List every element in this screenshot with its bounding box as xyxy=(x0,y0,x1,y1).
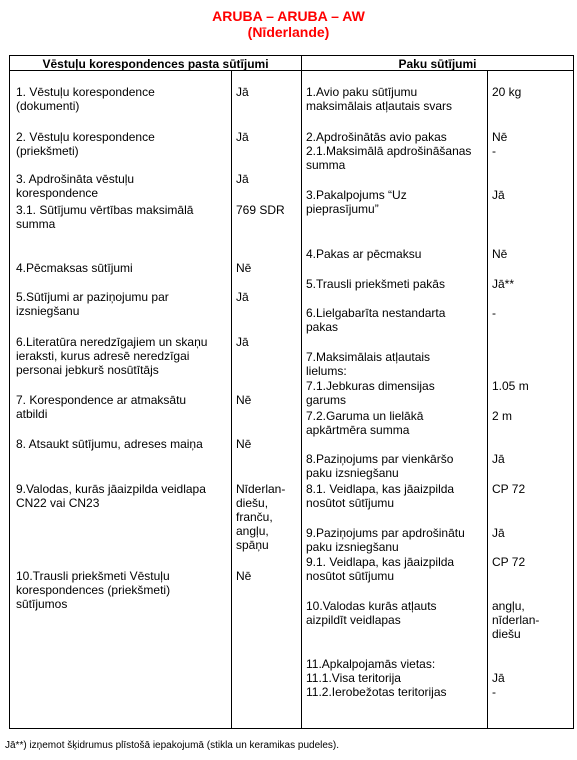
row-label: 5.Sūtījumi ar paziņojumu par izsniegšanu xyxy=(16,290,169,318)
row-value: Nē xyxy=(236,261,252,275)
letter-post-column xyxy=(10,71,302,729)
row-label: 8.Paziņojums par vienkāršo paku izsniegšanu xyxy=(306,452,454,480)
row-label: 8. Atsaukt sūtījumu, adreses maiņa xyxy=(16,437,203,451)
row-value: Jā xyxy=(236,172,249,186)
services-table xyxy=(9,55,574,729)
row-value: Jā xyxy=(492,526,505,540)
row-label: 7.1.Jebkuras dimensijas garums xyxy=(306,379,435,407)
row-value: Jā xyxy=(236,290,249,304)
row-value: 769 SDR xyxy=(236,203,285,217)
row-label: 6.Lielgabarīta nestandarta pakas xyxy=(306,306,446,334)
row-value: Nē xyxy=(236,437,252,451)
row-label: 7.2.Garuma un lielākā apkārtmēra summa xyxy=(306,409,424,437)
page-subtitle: (Nīderlande) xyxy=(247,24,330,40)
row-label: 5.Trausli priekšmeti pakās xyxy=(306,277,445,291)
row-label: 3.Pakalpojums “Uz pieprasījumu” xyxy=(306,188,407,216)
row-label: 6.Literatūra neredzīgajiem un skaņu ieraksti, kurus adresē neredzīgai personai jebkurš nosūtītājs xyxy=(16,335,208,377)
row-label: 4.Pēcmaksas sūtījumi xyxy=(16,261,133,275)
row-value: 20 kg xyxy=(492,85,522,99)
footnote: Jā**) izņemot šķidrumus plīstošā iepakojumā (stikla un keramikas pudeles). xyxy=(5,740,340,751)
row-label: 1.Avio paku sūtījumu maksimālais atļautais svars xyxy=(306,85,453,113)
row-label: 4.Pakas ar pēcmaksu xyxy=(306,247,422,261)
row-value: CP 72 xyxy=(492,555,526,569)
row-value: Nē xyxy=(492,247,508,261)
row-value: Jā - xyxy=(492,671,505,699)
row-label: 9.Paziņojums par apdrošinātu paku izsniegšanu xyxy=(306,526,465,554)
row-value: CP 72 xyxy=(492,482,526,496)
row-label: 3. Apdrošināta vēstuļu korespondence xyxy=(16,172,135,200)
row-label: 7.Maksimālais atļautais lielums: xyxy=(306,350,431,378)
row-label: 11.Apkalpojamās vietas: 11.1.Visa teritorija 11.2.Ierobežotas teritorijas xyxy=(306,657,447,699)
row-value: Nē - xyxy=(492,130,508,158)
right-column-header: Paku sūtījumi xyxy=(302,56,574,71)
row-label: 7. Korespondence ar atmaksātu atbildi xyxy=(16,393,187,421)
row-label: 10.Valodas kurās atļauts aizpildīt veidlapas xyxy=(306,599,437,627)
row-value: Jā xyxy=(236,335,249,349)
row-value: Jā** xyxy=(492,277,515,291)
row-label: 9.Valodas, kurās jāaizpilda veidlapa CN22 vai CN23 xyxy=(16,482,206,510)
row-value: Jā xyxy=(492,188,505,202)
column-divider xyxy=(231,71,232,728)
row-value: 2 m xyxy=(492,409,513,423)
row-value: 1.05 m xyxy=(492,379,529,393)
row-label: 8.1. Veidlapa, kas jāaizpilda nosūtot sūtījumu xyxy=(306,482,455,510)
row-label: 2.Apdrošinātās avio pakas 2.1.Maksimālā apdrošināšanas summa xyxy=(306,130,472,172)
row-label: 9.1. Veidlapa, kas jāaizpilda nosūtot sūtījumu xyxy=(306,555,455,583)
row-value: Nē xyxy=(236,393,252,407)
row-value: Nīderlan- diešu, franču, angļu, spāņu xyxy=(236,482,286,552)
column-divider xyxy=(487,71,488,728)
parcels-column xyxy=(302,71,574,729)
row-label: 10.Trausli priekšmeti Vēstuļu korespondences (priekšmeti) sūtījumos xyxy=(16,569,171,611)
row-label: 2. Vēstuļu korespondence (priekšmeti) xyxy=(16,130,155,158)
row-value: Jā xyxy=(236,85,249,99)
row-label: 1. Vēstuļu korespondence (dokumenti) xyxy=(16,85,155,113)
row-value: angļu, nīderlan- diešu xyxy=(492,599,540,641)
row-value: Jā xyxy=(492,452,505,466)
row-label: 3.1. Sūtījumu vērtības maksimālā summa xyxy=(16,203,194,231)
row-value: Nē xyxy=(236,569,252,583)
row-value: Jā xyxy=(236,130,249,144)
row-value: - xyxy=(492,306,496,320)
page-title: ARUBA – ARUBA – AW xyxy=(212,8,365,24)
left-column-header: Vēstuļu korespondences pasta sūtījumi xyxy=(10,56,302,71)
